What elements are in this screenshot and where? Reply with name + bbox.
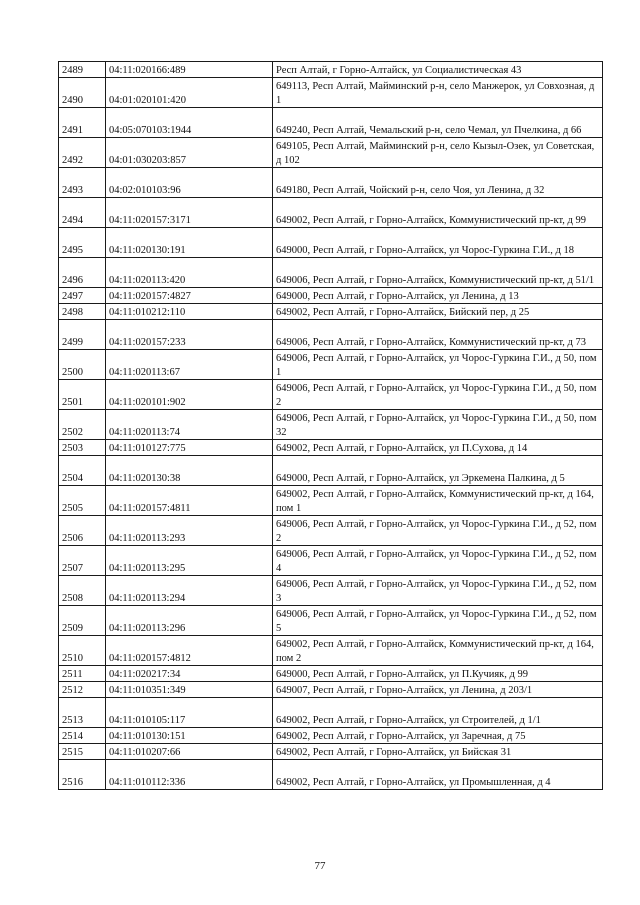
address-cell: 649007, Респ Алтай, г Горно-Алтайск, ул Ленина, д 203/1: [273, 682, 603, 698]
cadastral-number-cell: 04:11:020113:296: [106, 606, 273, 636]
row-number-cell: 2493: [59, 168, 106, 198]
address-cell: 649002, Респ Алтай, г Горно-Алтайск, ул Бийская 31: [273, 744, 603, 760]
row-number-cell: 2489: [59, 62, 106, 78]
table-row: [59, 516, 603, 546]
table-row: [59, 304, 603, 320]
cadastral-number-cell: 04:11:020113:294: [106, 576, 273, 606]
row-number-cell: 2494: [59, 198, 106, 228]
cadastral-number-cell: 04:05:070103:1944: [106, 108, 273, 138]
address-cell: 649006, Респ Алтай, г Горно-Алтайск, ул Чорос-Гуркина Г.И., д 50, пом 32: [273, 410, 603, 440]
row-number-cell: 2503: [59, 440, 106, 456]
address-cell: 649006, Респ Алтай, г Горно-Алтайск, ул Чорос-Гуркина Г.И., д 52, пом 2: [273, 516, 603, 546]
cadastral-number-cell: 04:11:020157:233: [106, 320, 273, 350]
cadastral-number-cell: 04:11:020166:489: [106, 62, 273, 78]
row-number-cell: 2492: [59, 138, 106, 168]
table-row: [59, 440, 603, 456]
row-number-cell: 2511: [59, 666, 106, 682]
table-row: [59, 168, 603, 198]
table-row: [59, 350, 603, 380]
row-number-cell: 2510: [59, 636, 106, 666]
cadastral-number-cell: 04:11:010351:349: [106, 682, 273, 698]
row-number-cell: 2505: [59, 486, 106, 516]
row-number-cell: 2509: [59, 606, 106, 636]
table-row: [59, 320, 603, 350]
address-cell: 649240, Респ Алтай, Чемальский р-н, село Чемал, ул Пчелкина, д 66: [273, 108, 603, 138]
row-number-cell: 2504: [59, 456, 106, 486]
cadastral-number-cell: 04:11:020113:295: [106, 546, 273, 576]
row-number-cell: 2500: [59, 350, 106, 380]
cadastral-number-cell: 04:11:020157:4827: [106, 288, 273, 304]
address-cell: 649000, Респ Алтай, г Горно-Алтайск, ул П.Кучияк, д 99: [273, 666, 603, 682]
row-number-cell: 2496: [59, 258, 106, 288]
address-cell: 649002, Респ Алтай, г Горно-Алтайск, Коммунистический пр-кт, д 164, пом 2: [273, 636, 603, 666]
table-row: [59, 198, 603, 228]
address-cell: 649006, Респ Алтай, г Горно-Алтайск, Коммунистический пр-кт, д 51/1: [273, 258, 603, 288]
cadastral-number-cell: 04:11:020113:67: [106, 350, 273, 380]
cadastral-number-cell: 04:11:020113:293: [106, 516, 273, 546]
address-cell: 649006, Респ Алтай, г Горно-Алтайск, ул Чорос-Гуркина Г.И., д 52, пом 5: [273, 606, 603, 636]
row-number-cell: 2513: [59, 698, 106, 728]
address-cell: 649006, Респ Алтай, г Горно-Алтайск, ул Чорос-Гуркина Г.И., д 52, пом 3: [273, 576, 603, 606]
table-row: [59, 666, 603, 682]
cadastral-number-cell: 04:11:020217:34: [106, 666, 273, 682]
register-table: [58, 61, 603, 790]
table-row: [59, 546, 603, 576]
address-cell: 649000, Респ Алтай, г Горно-Алтайск, ул Ленина, д 13: [273, 288, 603, 304]
cadastral-number-cell: 04:11:020157:3171: [106, 198, 273, 228]
address-cell: 649002, Респ Алтай, г Горно-Алтайск, ул Промышленная, д 4: [273, 760, 603, 790]
table-row: [59, 760, 603, 790]
table-row: [59, 138, 603, 168]
row-number-cell: 2490: [59, 78, 106, 108]
table-row: [59, 576, 603, 606]
address-cell: 649006, Респ Алтай, г Горно-Алтайск, ул Чорос-Гуркина Г.И., д 52, пом 4: [273, 546, 603, 576]
cadastral-number-cell: 04:11:010112:336: [106, 760, 273, 790]
table-row: [59, 228, 603, 258]
cadastral-number-cell: 04:11:010105:117: [106, 698, 273, 728]
row-number-cell: 2512: [59, 682, 106, 698]
row-number-cell: 2502: [59, 410, 106, 440]
row-number-cell: 2499: [59, 320, 106, 350]
row-number-cell: 2497: [59, 288, 106, 304]
cadastral-number-cell: 04:02:010103:96: [106, 168, 273, 198]
address-cell: 649002, Респ Алтай, г Горно-Алтайск, Коммунистический пр-кт, д 164, пом 1: [273, 486, 603, 516]
table-row: [59, 258, 603, 288]
cadastral-number-cell: 04:11:020113:420: [106, 258, 273, 288]
cadastral-number-cell: 04:11:020157:4811: [106, 486, 273, 516]
row-number-cell: 2514: [59, 728, 106, 744]
table-row: [59, 606, 603, 636]
table-row: [59, 410, 603, 440]
cadastral-number-cell: 04:01:030203:857: [106, 138, 273, 168]
row-number-cell: 2506: [59, 516, 106, 546]
table-row: [59, 78, 603, 108]
cadastral-number-cell: 04:11:010130:151: [106, 728, 273, 744]
address-cell: 649006, Респ Алтай, г Горно-Алтайск, ул Чорос-Гуркина Г.И., д 50, пом 1: [273, 350, 603, 380]
table-row: [59, 744, 603, 760]
table-row: [59, 288, 603, 304]
cadastral-number-cell: 04:11:020130:191: [106, 228, 273, 258]
table-row: [59, 380, 603, 410]
address-cell: Респ Алтай, г Горно-Алтайск, ул Социалистическая 43: [273, 62, 603, 78]
row-number-cell: 2508: [59, 576, 106, 606]
row-number-cell: 2507: [59, 546, 106, 576]
cadastral-number-cell: 04:11:020113:74: [106, 410, 273, 440]
table-row: [59, 728, 603, 744]
table-row: [59, 682, 603, 698]
table-row: [59, 456, 603, 486]
address-cell: 649002, Респ Алтай, г Горно-Алтайск, ул Заречная, д 75: [273, 728, 603, 744]
address-cell: 649002, Респ Алтай, г Горно-Алтайск, ул П.Сухова, д 14: [273, 440, 603, 456]
cadastral-number-cell: 04:11:010207:66: [106, 744, 273, 760]
row-number-cell: 2501: [59, 380, 106, 410]
table-row: [59, 62, 603, 78]
page-number: 77: [314, 860, 326, 872]
address-cell: 649002, Респ Алтай, г Горно-Алтайск, Бийский пер, д 25: [273, 304, 603, 320]
address-cell: 649000, Респ Алтай, г Горно-Алтайск, ул Чорос-Гуркина Г.И., д 18: [273, 228, 603, 258]
address-cell: 649113, Респ Алтай, Майминский р-н, село Манжерок, ул Совхозная, д 1: [273, 78, 603, 108]
address-cell: 649006, Респ Алтай, г Горно-Алтайск, Коммунистический пр-кт, д 73: [273, 320, 603, 350]
cadastral-number-cell: 04:11:020101:902: [106, 380, 273, 410]
address-cell: 649105, Респ Алтай, Майминский р-н, село Кызыл-Озек, ул Советская, д 102: [273, 138, 603, 168]
table-row: [59, 486, 603, 516]
cadastral-number-cell: 04:11:020157:4812: [106, 636, 273, 666]
table-row: [59, 698, 603, 728]
row-number-cell: 2495: [59, 228, 106, 258]
row-number-cell: 2491: [59, 108, 106, 138]
cadastral-number-cell: 04:11:010212:110: [106, 304, 273, 320]
cadastral-number-cell: 04:11:020130:38: [106, 456, 273, 486]
address-cell: 649000, Респ Алтай, г Горно-Алтайск, ул Эркемена Палкина, д 5: [273, 456, 603, 486]
table-row: [59, 108, 603, 138]
cadastral-number-cell: 04:01:020101:420: [106, 78, 273, 108]
address-cell: 649180, Респ Алтай, Чойский р-н, село Чоя, ул Ленина, д 32: [273, 168, 603, 198]
table-row: [59, 636, 603, 666]
row-number-cell: 2498: [59, 304, 106, 320]
row-number-cell: 2516: [59, 760, 106, 790]
address-cell: 649002, Респ Алтай, г Горно-Алтайск, Коммунистический пр-кт, д 99: [273, 198, 603, 228]
row-number-cell: 2515: [59, 744, 106, 760]
address-cell: 649006, Респ Алтай, г Горно-Алтайск, ул Чорос-Гуркина Г.И., д 50, пом 2: [273, 380, 603, 410]
cadastral-number-cell: 04:11:010127:775: [106, 440, 273, 456]
address-cell: 649002, Респ Алтай, г Горно-Алтайск, ул Строителей, д 1/1: [273, 698, 603, 728]
